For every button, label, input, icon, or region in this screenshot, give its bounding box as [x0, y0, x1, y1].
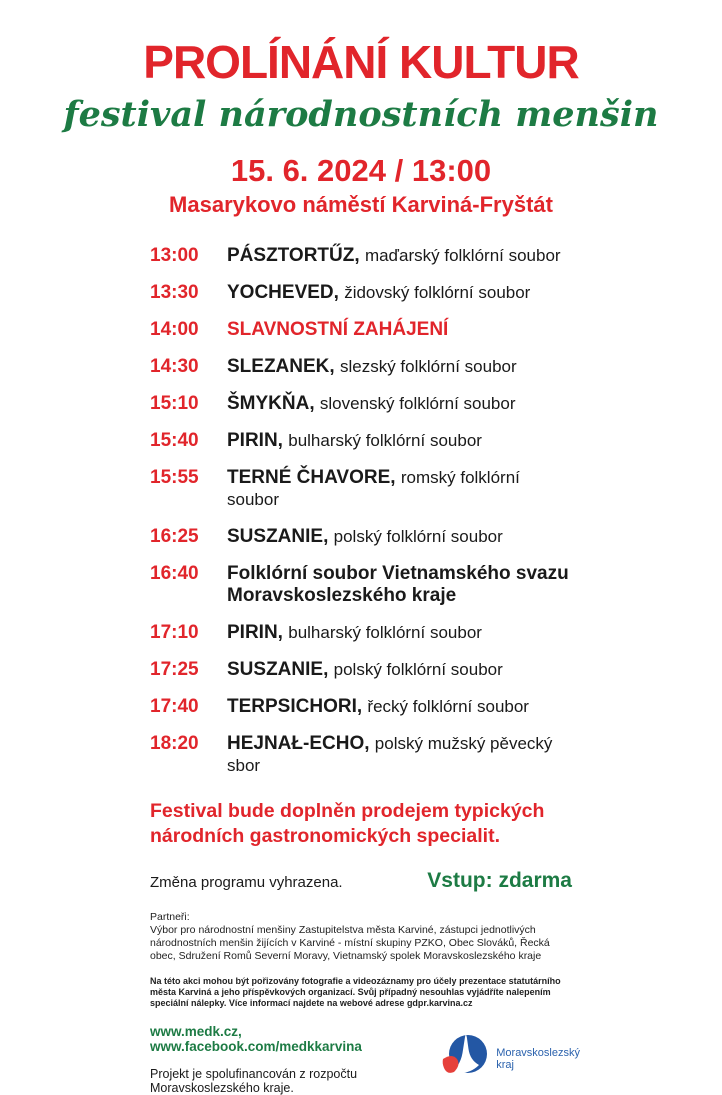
schedule-row — [150, 245, 572, 267]
schedule-time: 14:00 — [150, 318, 199, 340]
schedule-time: 15:10 — [150, 392, 199, 414]
partners-text: Výbor pro národnostní menšiny Zastupitelstva města Karviné, zástupci jednotlivých národnostních menšin žijících v Karviné - místní skupiny PZKO, Obec Slováků, Řecká obec, Sdružení Romů Severní Moravy, Vietnamský spolek Moravskoslezského kraje — [150, 923, 550, 962]
schedule-row — [150, 733, 572, 777]
funding-note: Projekt je spolufinancován z rozpočtu Moravskoslezského kraje. — [150, 1066, 358, 1095]
ensemble-desc: polský mužský pěvecký sbor — [227, 733, 553, 775]
food-notice: Festival bude doplněn prodejem typických národních gastronomických specialit. — [150, 799, 545, 847]
ensemble-name: PIRIN, — [227, 621, 283, 643]
ensemble-desc: polský folklórní soubor — [333, 526, 503, 546]
region-logo-text — [496, 1047, 580, 1071]
schedule-time: 18:20 — [150, 732, 199, 754]
ensemble-name: SUSZANIE, — [227, 525, 329, 547]
schedule-list — [150, 245, 572, 777]
moravskoslezsky-kraj-logo — [440, 1031, 580, 1088]
website-links: www.medk.cz, www.facebook.com/medkkarvina — [150, 1023, 362, 1054]
partners-label: Partneři: — [150, 910, 190, 923]
schedule-time: 14:30 — [150, 355, 199, 377]
schedule-row — [150, 526, 572, 548]
schedule-row — [150, 393, 572, 415]
poster-subtitle: festival národnostních menšin — [63, 94, 659, 136]
ensemble-name: SLEZANEK, — [227, 355, 335, 377]
schedule-time: 15:55 — [150, 466, 199, 488]
schedule-time: 15:40 — [150, 429, 199, 451]
schedule-row — [150, 467, 572, 511]
ensemble-desc: maďarský folklórní soubor — [364, 245, 561, 265]
ensemble-desc: slovenský folklórní soubor — [319, 393, 516, 413]
footer — [150, 1024, 580, 1095]
schedule-time: 17:10 — [150, 621, 199, 643]
schedule-row — [150, 622, 572, 644]
ensemble-name: HEJNAŁ-ECHO, — [227, 732, 370, 754]
schedule-row — [150, 696, 572, 718]
region-logo-line2: kraj — [496, 1059, 514, 1072]
ensemble-name: ŠMYKŇA, — [227, 392, 315, 414]
ensemble-name: TERPSICHORI, — [227, 695, 363, 717]
program-change-note: Změna programu vyhrazena. — [150, 873, 343, 891]
ensemble-name: Folklórní soubor Vietnamského svazu Moravskoslezského kraje — [227, 562, 569, 606]
schedule-row-opening-ceremony — [150, 319, 572, 341]
ensemble-name: SLAVNOSTNÍ ZAHÁJENÍ — [227, 318, 449, 340]
ensemble-desc: bulharský folklórní soubor — [288, 430, 482, 450]
schedule-row — [150, 356, 572, 378]
ensemble-desc: řecký folklórní soubor — [367, 696, 529, 716]
ensemble-desc: bulharský folklórní soubor — [288, 622, 482, 642]
schedule-row — [150, 282, 572, 304]
ensemble-desc: polský folklórní soubor — [333, 659, 503, 679]
meta-row — [150, 869, 572, 893]
poster-header — [0, 0, 722, 218]
schedule-time: 13:30 — [150, 281, 199, 303]
ensemble-desc: slezský folklórní soubor — [339, 356, 517, 376]
schedule-time: 16:40 — [150, 562, 199, 584]
poster-title: PROLÍNÁNÍ KULTUR — [143, 36, 579, 88]
schedule-row — [150, 563, 572, 607]
schedule-time: 13:00 — [150, 244, 199, 266]
schedule-time: 17:25 — [150, 658, 199, 680]
schedule-row — [150, 430, 572, 452]
schedule-row — [150, 659, 572, 681]
ensemble-name: PIRIN, — [227, 429, 283, 451]
schedule-time: 17:40 — [150, 695, 199, 717]
schedule-time: 16:25 — [150, 525, 199, 547]
ensemble-desc: romský folklórní soubor — [227, 467, 520, 509]
region-logo-line1: Moravskoslezský — [496, 1047, 580, 1060]
ensemble-name: SUSZANIE, — [227, 658, 329, 680]
event-datetime: 15. 6. 2024 / 13:00 — [230, 152, 492, 188]
event-venue: Masarykovo náměstí Karviná-Fryštát — [169, 191, 553, 217]
ensemble-name: TERNÉ ČHAVORE, — [227, 466, 396, 488]
admission-free-label: Vstup: zdarma — [427, 868, 572, 892]
ensemble-name: PÁSZTORTŰZ, — [227, 244, 360, 266]
ensemble-desc: židovský folklórní soubor — [344, 282, 531, 302]
partners-block — [150, 911, 570, 963]
ensemble-name: YOCHEVED, — [227, 281, 339, 303]
gdpr-legal-text: Na této akci mohou být pořizovány fotografie a videozáznamy pro účely prezentace statutárního města Karviná a jeho příspěvkových organizací. Svůj případný nesouhlas vyjádříte nalepením speciální nálepky. Více informací najdete na webové adrese gdpr.karvina.cz — [150, 975, 561, 1008]
region-logo-icon — [440, 1031, 490, 1088]
footer-left — [150, 1024, 440, 1095]
